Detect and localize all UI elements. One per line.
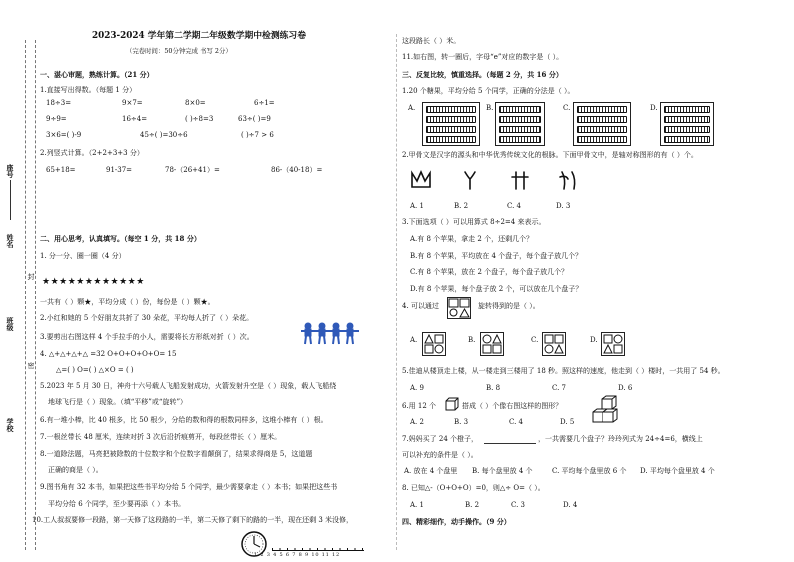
q2-4a: 4. △+△+△+△ =32 O+O+O+O+O= 15 (40, 350, 177, 358)
option-text: A. 2 (410, 418, 424, 426)
q3-3-option-b: B.有 8 个苹果，平均放在 4 个盘子，每个盘子放几个？ (410, 252, 583, 260)
stacked-cubes-figure (592, 395, 624, 423)
vertical-calc-item: 65+18= (46, 166, 76, 174)
option-text: A. 1 (410, 202, 424, 210)
calc-item: 3×6=( )-9 (46, 131, 82, 139)
vertical-calc-item: 86-（40-18）= (271, 166, 323, 174)
stars-row: ★★★★★★★★★★★★ (42, 277, 145, 287)
section-1-title: 一、湛心审题，熟练计算。（21 分） (40, 70, 154, 79)
option-text: C. 3 (511, 501, 526, 509)
q3-3-option-d: D.有 8 个苹果，每个盘子放 2 个，可以放在几个盘子？ (410, 285, 583, 293)
option-label: B. (468, 336, 476, 344)
name-label: 姓名 (6, 234, 16, 248)
q2-9b: 平均分给 6 个同学，至少要再添（ ）本书。 (48, 500, 186, 508)
option-label: A. (408, 104, 416, 112)
vertical-calc-item: 91-37= (106, 166, 133, 174)
candy-image-b (495, 102, 545, 146)
q3-7c: 可以补充的条件是（ ）。 (402, 451, 478, 459)
option-text: B. 每个盘里放 4 个 (472, 467, 533, 475)
option-text: B. 2 (454, 202, 469, 210)
seat-line (10, 180, 11, 220)
q3-2: 2.甲骨文是汉字的源头和中华优秀传统文化的根脉。下面甲骨文中，是轴对称图形的有（ ）个。 (402, 151, 698, 159)
option-text: B. 2 (465, 501, 480, 509)
q2-8b: 正确的商是（ ）。 (48, 466, 103, 474)
q2-10b: 这段路长（ ）米。 (402, 37, 461, 45)
option-label: C. (531, 336, 539, 344)
ruler-numbers: 1 2 3 4 5 6 7 8 9 10 11 12 (254, 552, 340, 558)
option-text: D. 6 (618, 384, 633, 392)
q3-7-blank-line (484, 443, 536, 444)
q3-3-option-a: A.有 8 个苹果，拿走 2 个，还剩几个？ (410, 235, 534, 243)
seal-char-feng: 封 (27, 273, 36, 280)
school-label: 学校 (6, 418, 16, 432)
exam-subtitle: （完卷时间：50分钟完成 书写 2分） (126, 47, 232, 55)
calc-item: 45÷( )=30÷6 (140, 131, 188, 139)
q3-4b: 旋转得到的是（ ）。 (478, 302, 540, 310)
q3-8: 8. 已知△-（O+O+O）=0，则△÷ O=（ ）。 (402, 484, 545, 492)
q2-2: 2.小红和她的 5 个好朋友共折了 30 朵花，平均每人折了（ ）朵花。 (40, 314, 254, 322)
q1-2: 2.列竖式计算。（2+2+3+3 分） (40, 149, 144, 157)
calc-item: 18÷3= (46, 99, 72, 107)
seat-label: 座号 (6, 164, 16, 178)
rotation-option-c (542, 332, 566, 356)
option-text: D. 3 (556, 202, 571, 210)
q2-6: 6.有一堆小棒，比 40 根多，比 50 根少，分给的数和得的根数同样多，这堆小棒有（ ）根。 (40, 416, 328, 424)
paper-people-figure (301, 322, 361, 346)
calc-item: ( )÷7 > 6 (241, 131, 274, 139)
candy-image-d (660, 102, 714, 146)
section-2-title: 二、用心思考，认真填写。（每空 1 分，共 18 分） (40, 234, 201, 243)
q1-1: 1.直接写出得数。（每题 1 分） (40, 86, 137, 94)
q2-7: 7.一根丝带长 48 厘米，连续对折 3 次后沿折痕剪开，每段丝带长（ ）厘米。 (40, 433, 282, 441)
option-text: C. 4 (507, 202, 522, 210)
q2-4b: △=( ) O=( ) △×O = ( ) (56, 366, 134, 374)
option-text: B. 3 (454, 418, 469, 426)
section-3-title: 三、反复比较，慎重选择。（每题 2 分，共 16 分） (402, 70, 563, 79)
calc-item: 9×7= (122, 99, 143, 107)
class-label: 班级 (6, 317, 16, 331)
option-label: A. (410, 336, 418, 344)
option-text: C. 平均每个盘里放 6 个 (552, 467, 627, 475)
rotation-option-a (422, 332, 446, 356)
seal-char-mi: 密 (27, 362, 36, 369)
option-text: A. 1 (410, 501, 424, 509)
rotation-option-d (601, 332, 625, 356)
q2-1-blanks: 一共有（ ）颗★，平均分成（ ）份，每份是（ ）颗★。 (40, 298, 215, 306)
binding-line-inner (35, 40, 36, 550)
q2-5b: 地球飞行是（ ）现象。（填“平移”或“旋转”） (48, 398, 188, 406)
q3-1: 1.20 个糖果，平均分给 5 个同学，正确的分法是（ ）。 (402, 87, 575, 95)
vertical-calc-item: 78-（26+41）= (165, 166, 220, 174)
q3-3: 3.下面选项（ ）可以用算式 8÷2=4 来表示。 (402, 218, 546, 226)
calc-item: 8×0= (185, 99, 206, 107)
calc-item: ( )÷8=3 (185, 115, 214, 123)
option-label: D. (590, 336, 598, 344)
q3-6b: 搭成（ ）个像右图这样的图形？ (462, 402, 563, 410)
q3-7b: ，一共需要几个盘子？玲玲列式为 24÷4=6，横线上 (538, 435, 703, 443)
candy-image-c (573, 102, 631, 146)
rotation-option-b (480, 332, 504, 356)
option-label: B. (486, 104, 494, 112)
option-text: A. 放在 4 个盘里 (404, 467, 458, 475)
option-text: D. 5 (560, 418, 575, 426)
option-text: D. 4 (563, 501, 578, 509)
q2-10: 10.工人叔叔要修一段路，第一天修了这段路的一半，第二天修了剩下的路的一半，现在还剩 3 米没修， (32, 516, 354, 524)
q3-7a: 7.妈妈买了 24 个橙子， (402, 435, 479, 443)
q2-9a: 9.图书角有 32 本书，如果把这些书平均分给 5 个同学，最少需要拿走（ ）本书；如果把这些书 (40, 483, 338, 491)
q2-3: 3.要剪出右图这样 4 个手拉手的小人，需要将长方形纸对折（ ）次。 (40, 333, 254, 341)
ruler-ticks (272, 548, 364, 551)
q2-1: 1. 分一分、圈一圈（4 分） (40, 252, 126, 260)
option-text: B. 8 (486, 384, 501, 392)
q3-5: 5.佳迪从楼顶走上楼，从一楼走到三楼用了 18 秒。照这样的速度，他走到（ ）楼时，一共用了 54 秒。 (402, 367, 725, 375)
column-divider (396, 34, 397, 550)
option-text: C. 4 (509, 418, 524, 426)
option-text: C. 7 (552, 384, 567, 392)
option-label: D. (650, 104, 658, 112)
q3-4a: 4. 可以通过 (402, 302, 439, 310)
binding-line-outer (25, 40, 26, 550)
option-text: D. 平均每个盘里放 4 个 (640, 467, 715, 475)
q3-6a: 6.用 12 个 (402, 402, 437, 410)
calc-item: 63÷( )=9 (238, 115, 271, 123)
calc-item: 9÷9= (46, 115, 67, 123)
option-text: A. 9 (410, 384, 424, 392)
cube-icon (445, 397, 459, 411)
exam-title: 2023-2024 学年第二学期二年级数学期中检测练习卷 (92, 31, 307, 41)
q2-11: 11.如右图，转一圈后，字母“e”对应的数字是（ ）。 (402, 53, 564, 61)
q2-5a: 5.2023 年 5 月 30 日，神舟十六号载人飞船发射成功，火箭发射升空是（ ）现象，载人飞船绕 (40, 382, 337, 390)
section-4-title: 四、精彩细作，动手操作。（9 分） (402, 517, 511, 526)
q2-8a: 8.一道除法题，马亮把被除数的十位数字和个位数字看颠倒了，结果求得商是 5，这道题 (40, 450, 313, 458)
option-label: C. (563, 104, 571, 112)
candy-image-a (422, 102, 480, 146)
oracle-bone-glyphs (410, 169, 600, 191)
calc-item: 16÷4= (122, 115, 148, 123)
q3-3-option-c: C.有 8 个苹果，放在 2 个盘子，每个盘子放几个？ (410, 268, 569, 276)
rotation-source-figure (447, 297, 471, 319)
calc-item: 6÷1= (254, 99, 275, 107)
